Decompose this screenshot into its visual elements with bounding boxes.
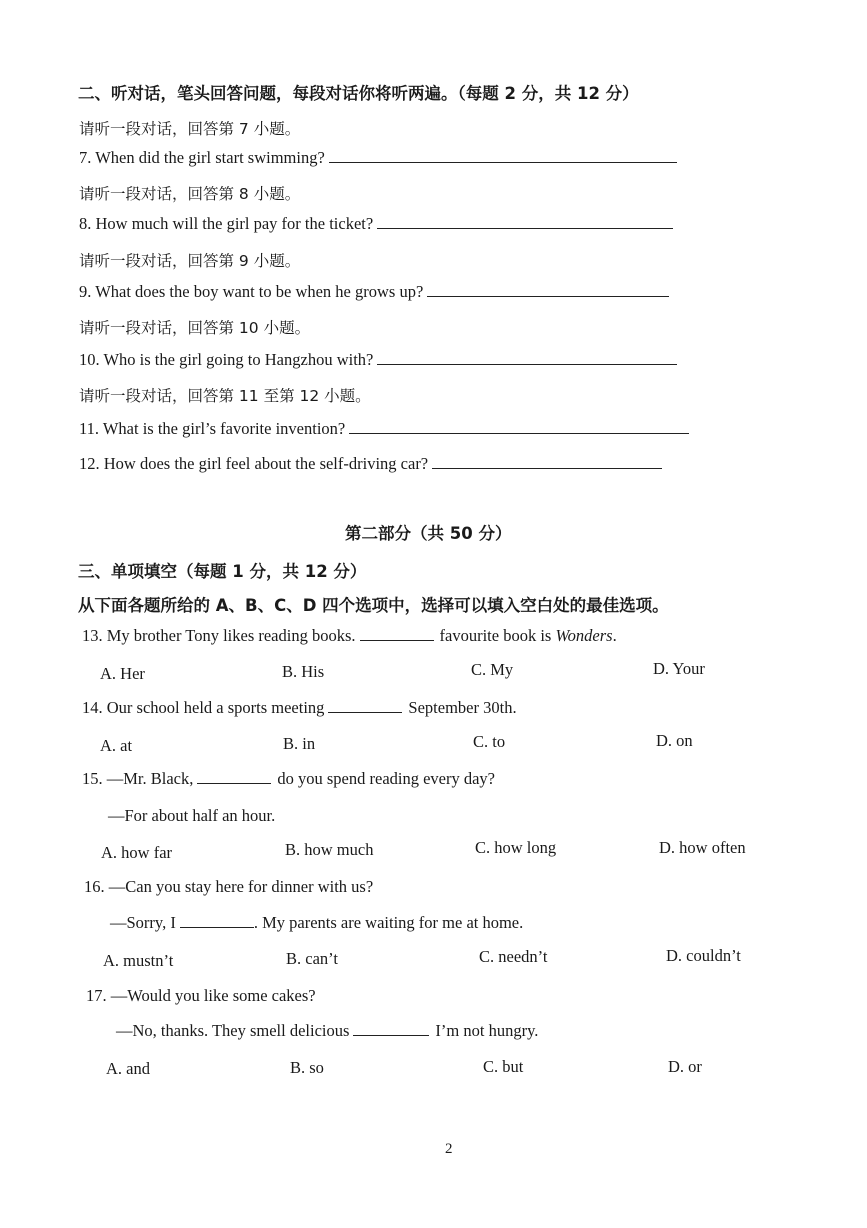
question-9 bbox=[79, 282, 669, 302]
question-16-pre: —Sorry, I bbox=[110, 913, 176, 932]
question-17-pre: —No, thanks. They smell delicious bbox=[116, 1021, 350, 1040]
question-14-pre: 14. Our school held a sports meeting bbox=[82, 698, 325, 717]
question-8 bbox=[79, 214, 673, 234]
answer-blank-17[interactable] bbox=[353, 1034, 429, 1036]
question-14-post: September 30th. bbox=[408, 698, 517, 717]
question-13-end: . bbox=[612, 626, 617, 645]
q13-option-d[interactable]: D. Your bbox=[653, 659, 705, 678]
q16-option-b[interactable]: B. can’t bbox=[286, 949, 338, 968]
q13-option-b[interactable]: B. His bbox=[282, 662, 325, 681]
question-15-post: do you spend reading every day? bbox=[277, 769, 496, 788]
answer-blank-8[interactable] bbox=[377, 227, 673, 229]
section3-title: 三、单项填空（每题 1 分，共 12 分） bbox=[78, 562, 367, 581]
q17-option-c[interactable]: C. but bbox=[483, 1057, 524, 1076]
question-15-reply: —For about half an hour. bbox=[108, 806, 276, 825]
question-15-pre: 15. —Mr. Black, bbox=[82, 769, 194, 788]
question-10-text: 10. Who is the girl going to Hangzhou with? bbox=[79, 350, 374, 369]
question-13-pre: 13. My brother Tony likes reading books. bbox=[82, 626, 356, 645]
answer-blank-10[interactable] bbox=[377, 363, 677, 365]
instruction-8: 请听一段对话，回答第 8 小题。 bbox=[79, 185, 301, 203]
question-17-post: I’m not hungry. bbox=[435, 1021, 539, 1040]
q13-option-a[interactable]: A. Her bbox=[100, 664, 145, 683]
question-12-text: 12. How does the girl feel about the self-driving car? bbox=[79, 454, 429, 473]
question-7 bbox=[79, 148, 677, 168]
q14-option-a[interactable]: A. at bbox=[100, 736, 133, 755]
answer-blank-9[interactable] bbox=[427, 295, 669, 297]
question-8-text: 8. How much will the girl pay for the ticket? bbox=[79, 214, 374, 233]
q16-option-d[interactable]: D. couldn’t bbox=[666, 946, 741, 965]
q14-option-d[interactable]: D. on bbox=[656, 731, 693, 750]
q16-option-a[interactable]: A. mustn’t bbox=[103, 951, 174, 970]
question-17: 17. —Would you like some cakes? bbox=[86, 986, 316, 1005]
question-10 bbox=[79, 350, 677, 370]
answer-blank-16[interactable] bbox=[180, 926, 254, 928]
answer-blank-14[interactable] bbox=[328, 711, 402, 713]
question-13-title: Wonders bbox=[555, 626, 613, 645]
question-16-reply bbox=[110, 913, 523, 933]
q17-option-d[interactable]: D. or bbox=[668, 1057, 702, 1076]
q17-option-a[interactable]: A. and bbox=[106, 1059, 150, 1078]
q15-option-a[interactable]: A. how far bbox=[101, 843, 173, 862]
answer-blank-13[interactable] bbox=[360, 639, 434, 641]
question-11-text: 11. What is the girl’s favorite invention? bbox=[79, 419, 346, 438]
question-16-post: . My parents are waiting for me at home. bbox=[253, 913, 524, 932]
instruction-10: 请听一段对话，回答第 10 小题。 bbox=[79, 319, 311, 337]
answer-blank-12[interactable] bbox=[432, 467, 662, 469]
instruction-7: 请听一段对话，回答第 7 小题。 bbox=[79, 120, 301, 138]
q17-option-b[interactable]: B. so bbox=[290, 1058, 324, 1077]
section2-title: 二、听对话，笔头回答问题，每段对话你将听两遍。（每题 2 分，共 12 分） bbox=[78, 84, 639, 103]
question-13-post: favourite book is bbox=[439, 626, 552, 645]
question-9-text: 9. What does the boy want to be when he grows up? bbox=[79, 282, 424, 301]
question-11 bbox=[79, 419, 689, 439]
answer-blank-11[interactable] bbox=[349, 432, 689, 434]
instruction-9: 请听一段对话，回答第 9 小题。 bbox=[79, 252, 301, 270]
question-13 bbox=[82, 626, 617, 646]
question-16: 16. —Can you stay here for dinner with us? bbox=[84, 877, 374, 896]
q15-option-c[interactable]: C. how long bbox=[475, 838, 557, 857]
instruction-11-12: 请听一段对话，回答第 11 至第 12 小题。 bbox=[79, 387, 371, 405]
q14-option-c[interactable]: C. to bbox=[473, 732, 506, 751]
q15-option-d[interactable]: D. how often bbox=[659, 838, 746, 857]
answer-blank-7[interactable] bbox=[329, 161, 677, 163]
q14-option-b[interactable]: B. in bbox=[283, 734, 316, 753]
q16-option-c[interactable]: C. needn’t bbox=[479, 947, 548, 966]
q15-option-b[interactable]: B. how much bbox=[285, 840, 374, 859]
part2-title: 第二部分（共 50 分） bbox=[345, 524, 512, 543]
question-15 bbox=[82, 769, 495, 789]
answer-blank-15[interactable] bbox=[197, 782, 271, 784]
question-17-reply bbox=[116, 1021, 538, 1041]
section3-instruction: 从下面各题所给的 A、B、C、D 四个选项中，选择可以填入空白处的最佳选项。 bbox=[78, 596, 669, 615]
question-12 bbox=[79, 454, 662, 474]
question-14 bbox=[82, 698, 517, 718]
q13-option-c[interactable]: C. My bbox=[471, 660, 514, 679]
page-number: 2 bbox=[445, 1141, 453, 1157]
question-7-text: 7. When did the girl start swimming? bbox=[79, 148, 325, 167]
